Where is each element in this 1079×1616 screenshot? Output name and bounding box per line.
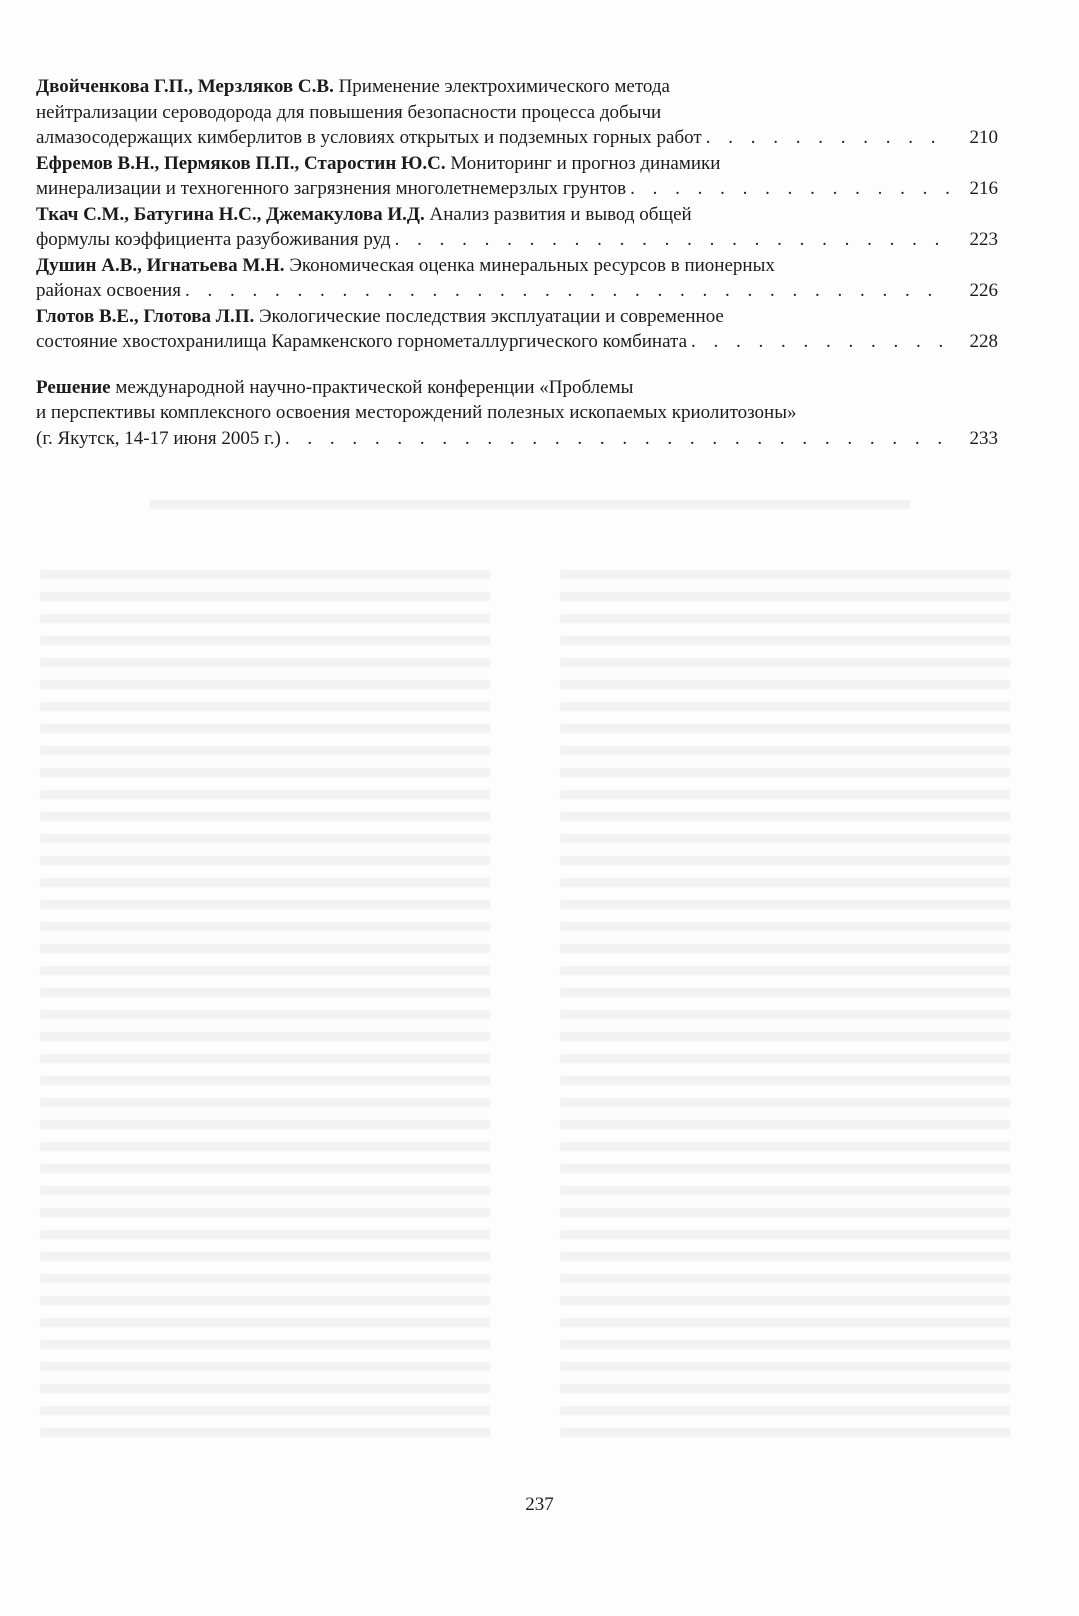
entry-title-line: минерализации и техногенного загрязнения многолетнемерзлых грунтов: [36, 178, 627, 199]
entry-title-line: состояние хвостохранилища Карамкенского горнометаллургического комбината: [36, 331, 688, 352]
resolution-bold-word: Решение: [36, 376, 111, 398]
dot-leader: [691, 329, 950, 355]
dot-leader: [395, 227, 950, 253]
entry-authors: Душин А.В., Игнатьева М.Н.: [36, 254, 285, 276]
toc-entry: [36, 304, 998, 355]
page-number: 237: [525, 1494, 554, 1515]
entry-page-number: 228: [969, 331, 998, 352]
toc-entry: [36, 202, 998, 253]
entry-authors: Глотов В.Е., Глотова Л.П.: [36, 305, 255, 327]
entry-authors: Ефремов В.Н., Пермяков П.П., Старостин Ю.С.: [36, 152, 446, 174]
toc-entry: [36, 151, 998, 202]
entry-title-line: нейтрализации сероводорода для повышения безопасности процесса добычи: [36, 101, 662, 123]
section-gap: [36, 355, 998, 375]
entry-title-line: Применение электрохимического метода: [338, 76, 670, 97]
entry-title-line: Мониторинг и прогноз динамики: [450, 152, 721, 174]
entry-title-line: Анализ развития и вывод общей: [429, 203, 692, 225]
dot-leader: [285, 426, 950, 452]
entry-title-line: алмазосодержащих кимберлитов в условиях открытых и подземных горных работ: [36, 127, 702, 148]
entry-authors: Ткач С.М., Батугина Н.С., Джемакулова И.Д.: [36, 203, 425, 225]
entry-title-line: Экономическая оценка минеральных ресурсов в пионерных: [289, 254, 775, 276]
bleed-through-column-right: [560, 570, 1010, 1450]
entry-title-line: и перспективы комплексного освоения месторождений полезных ископаемых криолитозоны»: [36, 402, 797, 423]
entry-authors: Двойченкова Г.П., Мерзляков С.В.: [36, 76, 334, 97]
entry-title-line: Экологические последствия эксплуатации и современное: [258, 305, 724, 327]
entry-page-number: 226: [969, 280, 998, 301]
bleed-through-heading: [150, 500, 910, 514]
table-of-contents: [36, 74, 998, 451]
entry-page-number: 233: [969, 427, 998, 449]
entry-title-line: районах освоения: [36, 280, 181, 301]
entry-title-line: международной научно-практической конференции «Проблемы: [115, 376, 634, 398]
entry-title-line: формулы коэффициента разубоживания руд: [36, 229, 391, 250]
entry-title-line: (г. Якутск, 14-17 июня 2005 г.): [36, 427, 281, 449]
toc-entry-resolution: [36, 375, 998, 452]
entry-page-number: 216: [969, 178, 998, 199]
bleed-through-column-left: [40, 570, 490, 1450]
entry-page-number: 210: [969, 127, 998, 148]
dot-leader: [706, 125, 950, 151]
dot-leader: [630, 176, 950, 202]
toc-entry: [36, 74, 998, 151]
dot-leader: [185, 278, 950, 304]
toc-entry: [36, 253, 998, 304]
entry-page-number: 223: [969, 229, 998, 250]
